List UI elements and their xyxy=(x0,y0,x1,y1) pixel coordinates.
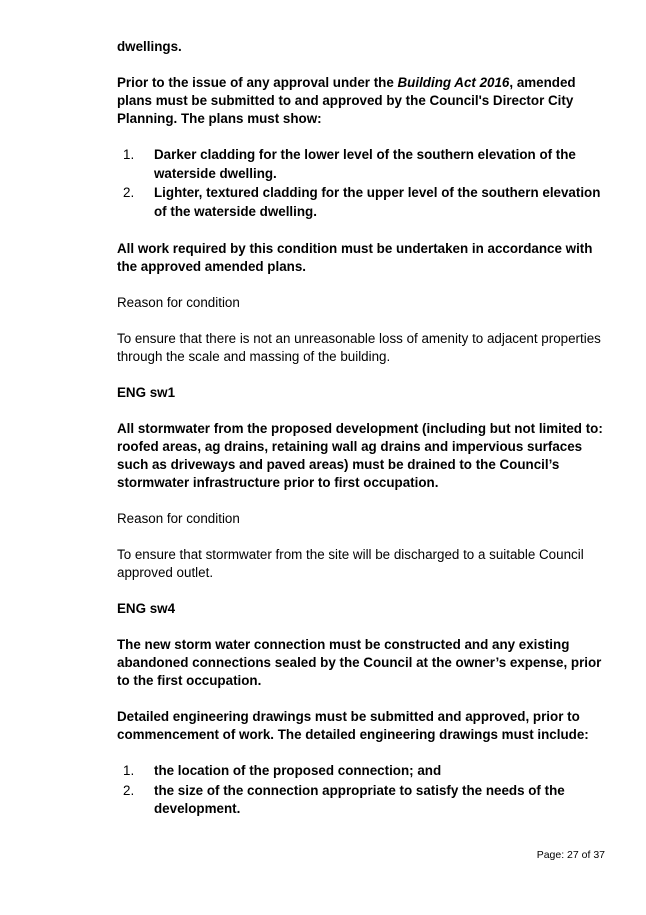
list-item-text: Lighter, textured cladding for the upper level of the southern elevation of the waterside dwelling. xyxy=(154,185,601,219)
document-body xyxy=(117,38,607,820)
stormwater-paragraph: All stormwater from the proposed development (including but not limited to: roofed areas, ag drains, retaining wall ag drains and impervious surfaces such as driveways and paved areas) must be drained to the Council’s stormwater infrastructure prior to first occupation. xyxy=(117,421,603,490)
lead-line: dwellings. xyxy=(117,39,182,54)
cladding-list xyxy=(117,146,607,221)
list-item xyxy=(117,762,607,781)
reason-heading: Reason for condition xyxy=(117,511,240,526)
building-act-title: Building Act 2016 xyxy=(397,75,510,90)
list-item-number: 1. xyxy=(123,763,135,778)
list-item-text: the size of the connection appropriate to satisfy the needs of the development. xyxy=(154,782,565,816)
section-heading-sw4: ENG sw4 xyxy=(117,601,176,616)
amended-plans-paragraph: All work required by this condition must be undertaken in accordance with the approved amended plans. xyxy=(117,241,593,274)
list-item-number: 2. xyxy=(123,185,135,200)
approval-paragraph-start: Prior to the issue of any approval under the xyxy=(117,75,398,90)
list-item xyxy=(117,184,607,221)
list-item xyxy=(117,782,607,819)
reason-text: To ensure that stormwater from the site will be discharged to a suitable Council approved outlet. xyxy=(117,547,584,580)
approval-paragraph xyxy=(117,74,607,128)
page-number: Page: 27 of 37 xyxy=(536,849,605,861)
reason-text: To ensure that there is not an unreasonable loss of amenity to adjacent properties through the scale and massing of the building. xyxy=(117,331,601,364)
drawings-paragraph: Detailed engineering drawings must be submitted and approved, prior to commencement of work. The detailed engineering drawings must include: xyxy=(117,709,589,742)
list-item-number: 2. xyxy=(123,782,135,798)
list-item-number: 1. xyxy=(123,147,135,162)
approval-paragraph-end: , amended plans must be submitted to and approved by the Council's Director City Planning. The plans must show: xyxy=(117,75,576,126)
section-heading-sw1: ENG sw1 xyxy=(117,385,176,400)
list-item-text: the location of the proposed connection; and xyxy=(154,763,442,778)
connection-paragraph: The new storm water connection must be constructed and any existing abandoned connections sealed by the Council at the owner’s expense, prior to the first occupation. xyxy=(117,637,602,688)
list-item xyxy=(117,146,607,183)
list-item-text: Darker cladding for the lower level of the southern elevation of the waterside dwelling. xyxy=(154,147,576,181)
reason-heading: Reason for condition xyxy=(117,295,240,310)
drawings-list xyxy=(117,762,607,819)
